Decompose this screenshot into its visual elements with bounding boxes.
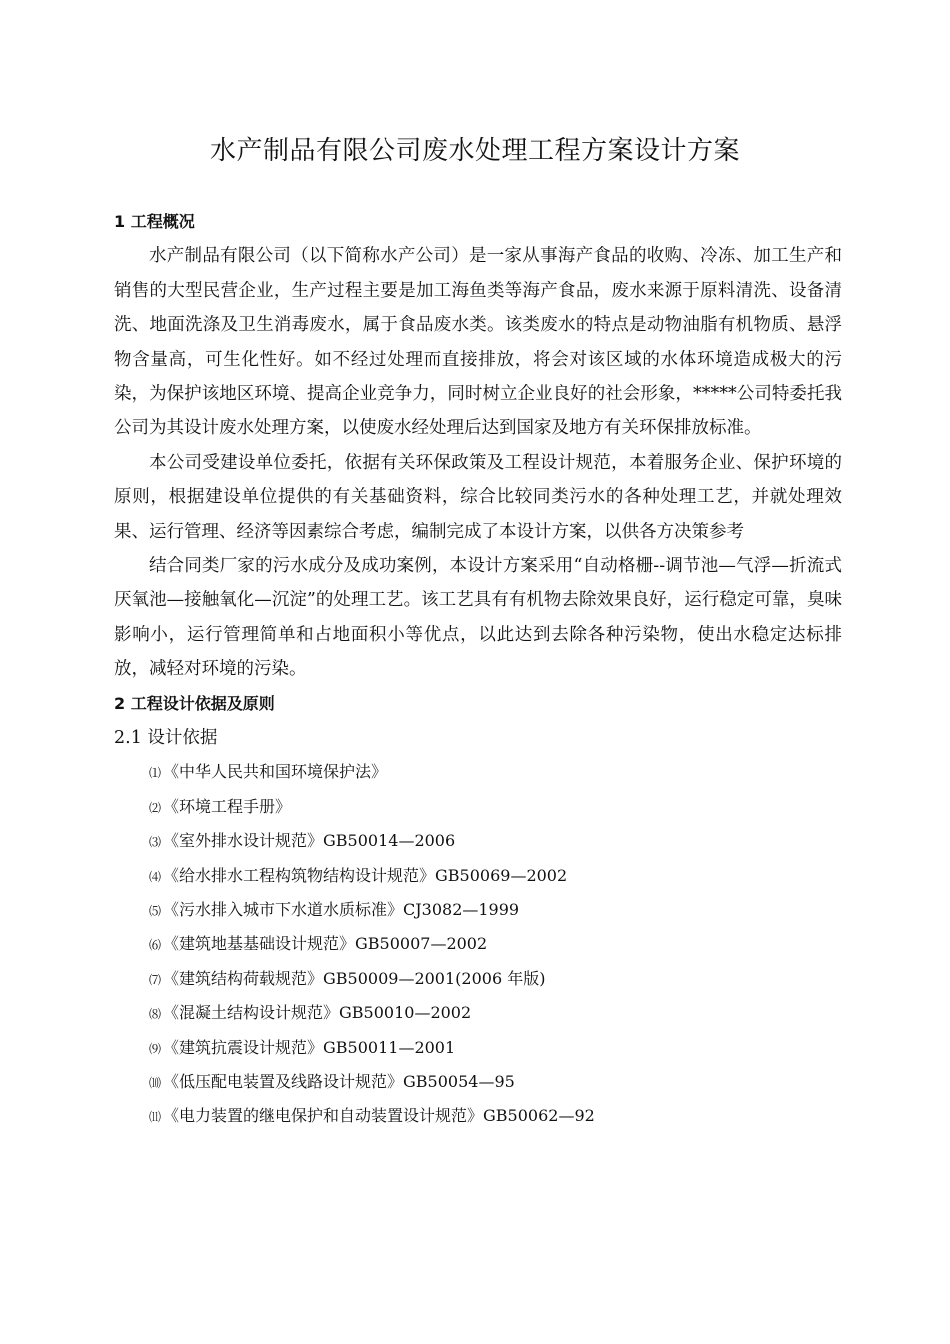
reference-number: ⑾ [149, 1110, 162, 1125]
section-1-paragraph-2: 本公司受建设单位委托，依据有关环保政策及工程设计规范，本着服务企业、保护环境的原则，根据建设单位提供的有关基础资料，综合比较同类污水的各种处理工艺，并就处理效果、运行管理、经济等因素综合考虑，编制完成了本设计方案，以供各方决策参考 [114, 452, 842, 542]
reference-item [149, 1031, 842, 1065]
reference-text: 《污水排入城市下水道水质标准》CJ3082—1999 [163, 900, 520, 920]
reference-text: 《室外排水设计规范》GB50014—2006 [163, 831, 456, 851]
section-2-heading: 2 工程设计依据及原则 [114, 693, 275, 713]
reference-item [149, 893, 842, 927]
reference-text: 《电力装置的继电保护和自动装置设计规范》GB50062—92 [163, 1106, 595, 1126]
document-body [114, 205, 842, 1134]
section-1-paragraph-1: 水产制品有限公司（以下简称水产公司）是一家从事海产食品的收购、冷冻、加工生产和销售的大型民营企业，生产过程主要是加工海鱼类等海产食品，废水来源于原料清洗、设备清洗、地面洗涤及卫生消毒废水，属于食品废水类。该类废水的特点是动物油脂有机物质、悬浮物含量高，可生化性好。如不经过处理而直接排放，将会对该区域的水体环境造成极大的污染，为保护该地区环境、提高企业竞争力，同时树立企业良好的社会形象，*****公司特委托我公司为其设计废水处理方案，以使废水经处理后达到国家及地方有关环保排放标准。 [114, 246, 842, 439]
reference-item [149, 859, 842, 893]
reference-number: ⑻ [149, 1007, 162, 1022]
reference-number: ⑴ [149, 766, 162, 781]
reference-list [114, 755, 842, 1133]
reference-number: ⑽ [149, 1075, 162, 1090]
section-1-paragraph-3: 结合同类厂家的污水成分及成功案例，本设计方案采用“自动格栅--调节池—气浮—折流式厌氧池—接触氧化—沉淀”的处理工艺。该工艺具有有机物去除效果良好，运行稳定可靠，臭味影响小，运行管理简单和占地面积小等优点，以此达到去除各种污染物，使出水稳定达标排放，减轻对环境的污染。 [114, 556, 842, 680]
reference-item [149, 790, 842, 824]
reference-number: ⑶ [149, 835, 162, 850]
reference-item [149, 996, 842, 1030]
document-title: 水产制品有限公司废水处理工程方案设计方案 [209, 136, 740, 166]
reference-number: ⑼ [149, 1041, 162, 1056]
reference-number: ⑺ [149, 972, 162, 987]
reference-text: 《中华人民共和国环境保护法》 [163, 762, 388, 782]
reference-text: 《建筑结构荷载规范》GB50009—2001(2006 年版) [163, 968, 546, 988]
reference-number: ⑵ [149, 800, 162, 815]
reference-text: 《建筑地基基础设计规范》GB50007—2002 [163, 934, 488, 954]
reference-number: ⑷ [149, 869, 162, 884]
reference-text: 《给水排水工程构筑物结构设计规范》GB50069—2002 [163, 865, 568, 885]
reference-text: 《建筑抗震设计规范》GB50011—2001 [163, 1037, 456, 1057]
section-1-heading: 1 工程概况 [114, 212, 195, 231]
reference-number: ⑸ [149, 904, 162, 919]
reference-number: ⑹ [149, 938, 162, 953]
reference-text: 《低压配电装置及线路设计规范》GB50054—95 [163, 1071, 515, 1091]
reference-item [149, 962, 842, 996]
reference-item [149, 1065, 842, 1099]
reference-item [149, 824, 842, 858]
reference-text: 《环境工程手册》 [163, 796, 292, 816]
reference-text: 《混凝土结构设计规范》GB50010—2002 [163, 1003, 472, 1023]
section-2-1-heading: 2.1 设计依据 [114, 728, 218, 749]
reference-item [149, 1099, 842, 1133]
reference-item [149, 755, 842, 789]
reference-item [149, 927, 842, 961]
